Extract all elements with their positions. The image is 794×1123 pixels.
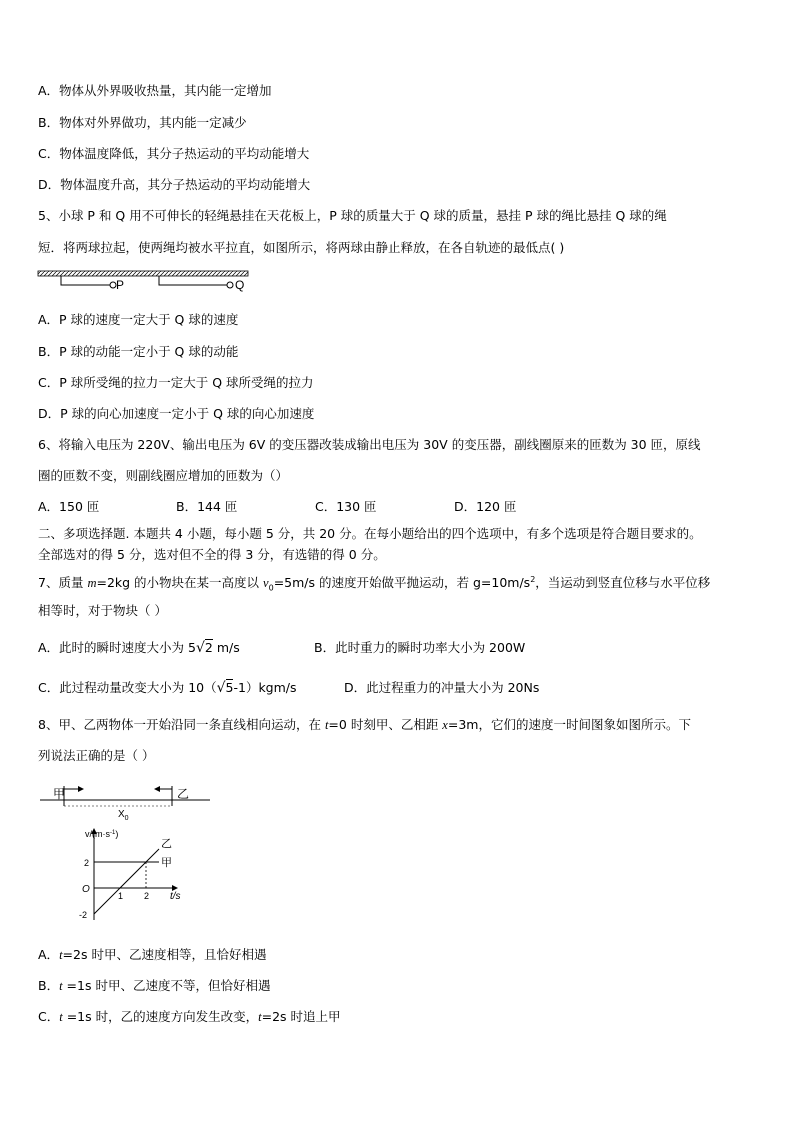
q7-text: =5m/s 的速度开始做平抛运动，若 g=10m/s xyxy=(273,575,531,591)
label-q: Q xyxy=(235,278,245,292)
q8-var-t: t xyxy=(324,718,329,732)
jia-arrowhead xyxy=(78,786,84,792)
q8-option-c-var: t xyxy=(59,1010,63,1024)
q7-text: 7、质量 xyxy=(38,575,88,591)
q7-stem-line2: 相等时，对于物块（ ） xyxy=(38,603,167,618)
q5-figure xyxy=(36,268,266,294)
q8-option-b-text: =1s 时甲、乙速度不等，但恰好相遇 xyxy=(62,978,271,993)
q8-option-c-text: =1s 时，乙的速度方向发生改变， xyxy=(62,1009,259,1024)
q7-text: =2kg 的小物块在某一高度以 xyxy=(96,575,264,591)
y-axis-label xyxy=(85,829,118,839)
section2-line2: 全部选对的得 5 分，选对但不全的得 3 分，有选错的得 0 分。 xyxy=(38,547,386,562)
q7-option-a xyxy=(38,640,314,656)
q8-text: =3m，它们的速度一时间图象如图所示。下 xyxy=(447,717,691,732)
q7-stem-line1 xyxy=(38,572,710,597)
q8-option-c xyxy=(38,1009,341,1025)
distance-x: X xyxy=(118,809,125,820)
ceiling xyxy=(38,271,248,276)
distance-label xyxy=(118,809,129,822)
x-axis-label: t/s xyxy=(170,891,181,902)
y-axis-label-sup: -1 xyxy=(110,830,116,836)
y-axis-label-end: ) xyxy=(115,829,119,839)
q5-option-d: D．P 球的向心加速度一定小于 Q 球的向心加速度 xyxy=(38,406,315,421)
q7-var-m: m xyxy=(87,576,97,591)
q7-option-c-unit: -1）kgm/s xyxy=(233,680,297,695)
series-label-jia: 甲 xyxy=(161,857,172,869)
q8-motion-diagram xyxy=(38,782,218,824)
radicand: 5 xyxy=(225,680,234,695)
label-yi: 乙 xyxy=(177,787,190,801)
q8-option-b-label: B． xyxy=(38,978,60,993)
q5-option-a: A．P 球的速度一定大于 Q 球的速度 xyxy=(38,312,239,327)
series-label-yi: 乙 xyxy=(161,838,172,850)
label-p: P xyxy=(116,278,125,292)
q8-option-b-var: t xyxy=(59,979,63,993)
radicand: 2 xyxy=(204,640,213,655)
q8-option-c-label: C． xyxy=(38,1009,60,1024)
q4-option-d: D．物体温度升高，其分子热运动的平均动能增大 xyxy=(38,177,311,192)
q5-option-c: C．P 球所受绳的拉力一定大于 Q 球所受绳的拉力 xyxy=(38,375,314,390)
q8-text: =0 时刻甲、乙相距 xyxy=(328,717,443,732)
q7-options-row1 xyxy=(38,640,525,656)
y-axis-label-text: v/(m·s xyxy=(85,829,110,839)
q7-option-a-unit: m/s xyxy=(212,640,240,655)
q6-option-c: C．130 匝 xyxy=(315,499,377,514)
q6-options xyxy=(38,499,516,515)
q8-stem-line2: 列说法正确的是（ ） xyxy=(38,748,155,763)
sqrt-sign: √ xyxy=(216,680,226,696)
q4-option-b: B．物体对外界做功，其内能一定减少 xyxy=(38,115,247,130)
q7-option-a-text: A．此时的瞬时速度大小为 5 xyxy=(38,640,196,655)
q7-text: ，当运动到竖直位移与水平位移 xyxy=(535,575,711,591)
y-tick-label-2: 2 xyxy=(84,858,90,868)
sqrt-sign: √ xyxy=(195,640,205,656)
rope-p xyxy=(61,276,110,285)
q8-option-a-label: A． xyxy=(38,947,60,962)
q8-var-x: x xyxy=(442,718,448,732)
q8-option-c-var2: t xyxy=(258,1010,262,1024)
q8-option-a-var: t xyxy=(59,948,63,962)
q7-subscript: 0 xyxy=(268,583,274,593)
distance-sub: 0 xyxy=(124,815,129,822)
q8-option-b xyxy=(38,978,270,994)
yi-arrowhead xyxy=(154,786,160,792)
q7-superscript: 2 xyxy=(530,575,536,584)
q7-option-b: B．此时重力的瞬时功率大小为 200W xyxy=(314,640,526,655)
q5-stem-line1: 5、小球 P 和 Q 用不可伸长的轻绳悬挂在天花板上，P 球的质量大于 Q 球的质量，悬挂 P 球的绳比悬挂 Q 球的绳 xyxy=(38,208,667,223)
q8-option-a xyxy=(38,947,266,963)
q7-option-c-text: C．此过程动量改变大小为 10（ xyxy=(38,680,217,695)
q8-stem-line1 xyxy=(38,717,691,733)
q4-option-a: A．物体从外界吸收热量，其内能一定增加 xyxy=(38,83,272,98)
q5-stem-line2: 短．将两球拉起，使两绳均被水平拉直，如图所示，将两球由静止释放，在各自轨迹的最低点( ) xyxy=(38,240,565,255)
q8-text: 8、甲、乙两物体一开始沿同一条直线相向运动，在 xyxy=(38,717,325,732)
q8-option-c-text2: =2s 时追上甲 xyxy=(261,1009,341,1024)
q4-option-c: C．物体温度降低，其分子热运动的平均动能增大 xyxy=(38,146,310,161)
section2-line1: 二、多项选择题. 本题共 4 小题，每小题 5 分，共 20 分。在每小题给出的四个选项中，有多个选项是符合题目要求的。 xyxy=(38,526,702,541)
q8-option-a-text: =2s 时甲、乙速度相等，且恰好相遇 xyxy=(62,947,267,962)
q6-stem-line2: 圈的匝数不变，则副线圈应增加的匝数为（） xyxy=(38,468,289,483)
q7-var-v: v xyxy=(263,576,269,591)
q7-options-row2 xyxy=(38,680,539,696)
series-line-yi xyxy=(94,849,159,914)
q7-option-c xyxy=(38,680,344,696)
origin-label: O xyxy=(82,884,90,895)
q5-option-b: B．P 球的动能一定小于 Q 球的动能 xyxy=(38,344,239,359)
q7-option-d: D．此过程重力的冲量大小为 20Ns xyxy=(344,680,540,695)
q6-option-a: A．150 匝 xyxy=(38,499,100,514)
y-tick-label-neg2: -2 xyxy=(79,910,88,920)
x-tick-label-2: 2 xyxy=(144,891,150,901)
q6-option-b: B．144 匝 xyxy=(176,499,238,514)
q6-option-d: D．120 匝 xyxy=(454,499,517,514)
q8-vt-chart xyxy=(72,826,202,922)
x-tick-label-1: 1 xyxy=(118,891,124,901)
q6-stem-line1: 6、将输入电压为 220V、输出电压为 6V 的变压器改装成输出电压为 30V 的变压器，副线圈原来的匝数为 30 匝，原线 xyxy=(38,437,701,452)
label-jia: 甲 xyxy=(53,787,66,801)
rope-q xyxy=(159,276,227,285)
ball-q xyxy=(227,282,233,288)
